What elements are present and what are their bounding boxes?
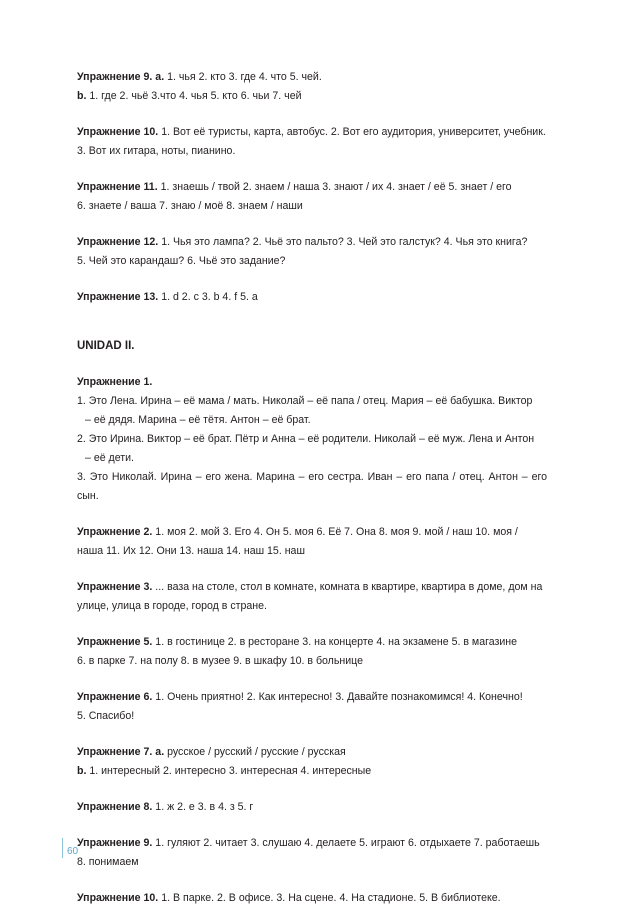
exercise-line	[77, 597, 547, 616]
exercise-title: Упражнение 3.	[77, 581, 153, 593]
answer-text: ... ваза на столе, стол в комнате, комната в квартире, квартира в доме, дом на	[155, 581, 543, 593]
exercise-title: Упражнение 9.	[77, 837, 153, 849]
answer-text: 1. Чья это лампа? 2. Чьё это пальто? 3. Чей это галстук? 4. Чья это книга?	[161, 236, 528, 248]
exercise-line	[77, 123, 547, 142]
exercise-line	[77, 178, 547, 197]
exercise-title: Упражнение 9.	[77, 71, 153, 83]
exercise-title: Упражнение 12.	[77, 236, 159, 248]
answer-text: наша 11. Их 12. Они 13. наша 14. наш 15. наш	[77, 545, 305, 557]
exercise-line	[77, 853, 547, 872]
exercise-line: – её дети.	[85, 452, 134, 464]
exercise-block	[77, 688, 547, 726]
exercises-unit-i	[77, 68, 547, 307]
exercise-line	[77, 688, 547, 707]
exercise-title: Упражнение 10.	[77, 892, 159, 904]
exercise-block	[77, 68, 547, 106]
exercise-line	[77, 288, 547, 307]
answer-text: 8. понимаем	[77, 856, 139, 868]
answer-text: 1. ж 2. е 3. в 4. з 5. г	[155, 801, 254, 813]
exercise-block	[77, 178, 547, 216]
answer-text: 3. Вот их гитара, ноты, пианино.	[77, 145, 236, 157]
exercise-title: Упражнение 10.	[77, 126, 159, 138]
exercise-line	[77, 633, 547, 652]
exercise-block	[77, 798, 547, 817]
exercise-title: Упражнение 13.	[77, 291, 159, 303]
exercise-line	[77, 523, 547, 542]
exercise-1	[77, 373, 547, 506]
part-label: b.	[77, 765, 87, 777]
exercise-line	[77, 87, 547, 106]
exercise-title: Упражнение 11.	[77, 181, 158, 193]
exercise-block	[77, 889, 547, 908]
exercise-line: 2. Это Ирина. Виктор – её брат. Пётр и Анна – её родители. Николай – её муж. Лена и Антон	[77, 433, 535, 445]
exercise-line	[77, 197, 547, 216]
answer-text: 1. чья 2. кто 3. где 4. что 5. чей.	[164, 71, 322, 83]
exercise-line	[77, 142, 547, 161]
answer-text: 1. в гостинице 2. в ресторане 3. на концерте 4. на экзамене 5. в магазине	[155, 636, 518, 648]
exercises-unit-ii	[77, 523, 547, 908]
exercise-line: 1. Это Лена. Ирина – её мама / мать. Николай – её папа / отец. Мария – её бабушка. Виктор	[77, 395, 533, 407]
part-label: b.	[77, 90, 87, 102]
exercise-line	[77, 889, 547, 908]
exercise-line	[77, 252, 547, 271]
answer-text: русское / русский / русские / русская	[164, 746, 346, 758]
exercise-block	[77, 633, 547, 671]
exercise-line	[77, 68, 547, 87]
answer-text: 1. гуляют 2. читает 3. слушаю 4. делаете 5. играют 6. отдыхаете 7. работаешь	[155, 837, 540, 849]
answer-text: 1. моя 2. мой 3. Его 4. Он 5. моя 6. Её 7. Она 8. моя 9. мой / наш 10. моя /	[155, 526, 518, 538]
answer-text: 1. Вот её туристы, карта, автобус. 2. Вот его аудитория, университет, учебник.	[161, 126, 546, 138]
exercise-block	[77, 123, 547, 161]
answer-text: 5. Чей это карандаш? 6. Чьё это задание?	[77, 255, 286, 267]
answer-text: 5. Спасибо!	[77, 710, 135, 722]
answer-text: 1. знаешь / твой 2. знаем / наша 3. знают / их 4. знает / её 5. знает / его	[160, 181, 512, 193]
exercise-title-line	[77, 373, 547, 392]
answer-text: улице, улица в городе, город в стране.	[77, 600, 267, 612]
exercise-line	[77, 834, 547, 853]
exercise-block	[77, 523, 547, 561]
answer-text: 6. знаете / ваша 7. знаю / моё 8. знаем / наши	[77, 200, 303, 212]
answer-key-page	[77, 68, 547, 908]
unit-title: UNIDAD II.	[77, 340, 135, 352]
exercise-title: Упражнение 8.	[77, 801, 153, 813]
exercise-line	[77, 762, 547, 781]
exercise-title: Упражнение 5.	[77, 636, 153, 648]
exercise-line: – её дядя. Марина – её тётя. Антон – её брат.	[85, 414, 311, 426]
exercise-line: 3. Это Николай. Ирина – его жена. Марина – его сестра. Иван – его папа / отец. Антон – его сын.	[77, 471, 547, 502]
answer-text: 1. интересный 2. интересно 3. интересная 4. интересные	[86, 765, 372, 777]
page-number: 60	[62, 838, 78, 858]
answer-text: 1. d 2. c 3. b 4. f 5. a	[161, 291, 258, 303]
answer-text: 6. в парке 7. на полу 8. в музее 9. в шкафу 10. в больнице	[77, 655, 363, 667]
exercise-line	[77, 578, 547, 597]
part-label: a.	[155, 71, 165, 83]
exercise-line	[77, 233, 547, 252]
exercise-title: Упражнение 1.	[77, 376, 153, 388]
answer-text: 1. где 2. чьё 3.что 4. чья 5. кто 6. чьи 7. чей	[86, 90, 302, 102]
exercise-line	[77, 542, 547, 561]
exercise-block	[77, 288, 547, 307]
exercise-line	[77, 798, 547, 817]
exercise-block	[77, 743, 547, 781]
exercise-block	[77, 834, 547, 872]
exercise-line	[77, 652, 547, 671]
exercise-title: Упражнение 7.	[77, 746, 153, 758]
exercise-line	[77, 743, 547, 762]
answer-text: 1. В парке. 2. В офисе. 3. На сцене. 4. На стадионе. 5. В библиотеке.	[161, 892, 501, 904]
exercise-block	[77, 578, 547, 616]
part-label: a.	[155, 746, 165, 758]
exercise-title: Упражнение 2.	[77, 526, 153, 538]
exercise-title: Упражнение 6.	[77, 691, 153, 703]
answer-text: 1. Очень приятно! 2. Как интересно! 3. Давайте познакомимся! 4. Конечно!	[155, 691, 523, 703]
exercise-line	[77, 707, 547, 726]
exercise-block	[77, 233, 547, 271]
